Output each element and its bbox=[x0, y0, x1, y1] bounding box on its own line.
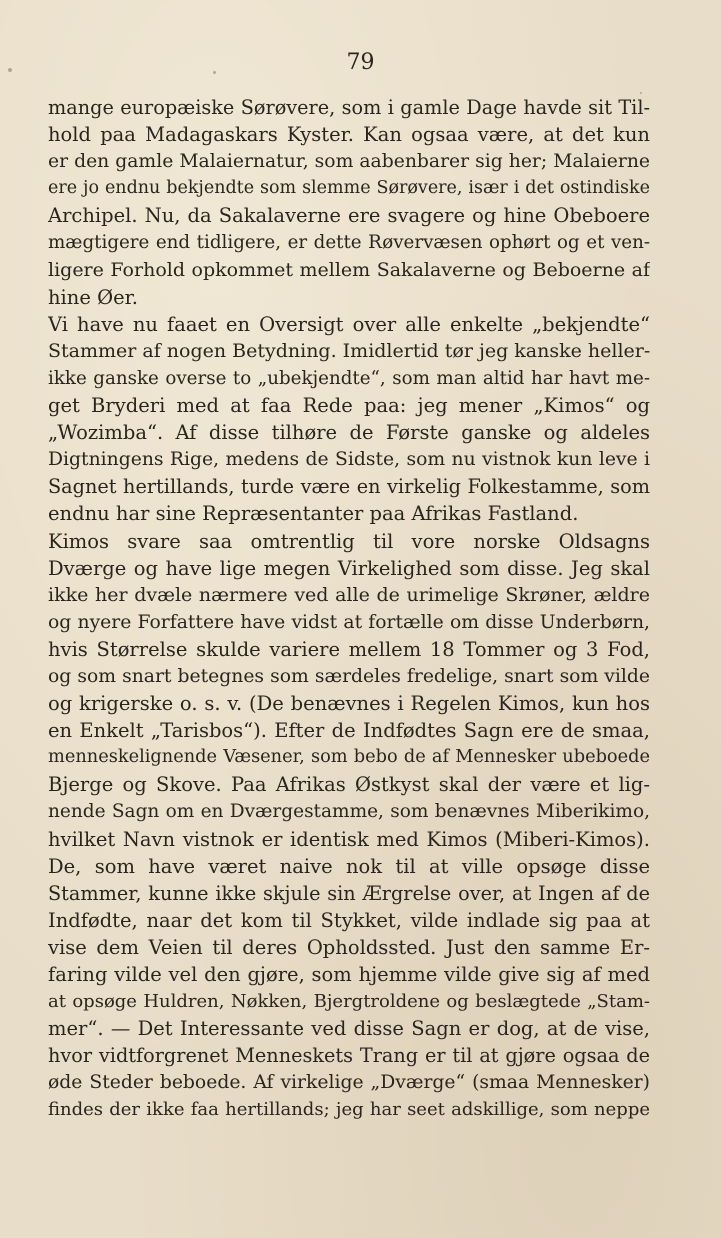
text-line: De, som have været naive nok til at ville opsøge disse bbox=[48, 854, 650, 878]
body-text bbox=[48, 94, 650, 1124]
text-line: en Enkelt „Tarisbos“). Efter de Indfødtes Sagn ere de smaa, bbox=[48, 719, 650, 743]
text-line: hvilket Navn vistnok er identisk med Kimos (Miberi-Kimos). bbox=[48, 827, 650, 851]
text-line: ligere Forhold opkommet mellem Sakalaverne og Beboerne af bbox=[48, 258, 650, 281]
text-line: og nyere Forfattere have vidst at fortælle om disse Underbørn, bbox=[48, 611, 650, 633]
text-line: mægtigere end tidligere, er dette Røvervæsen ophørt og et ven- bbox=[48, 232, 650, 254]
text-line: og krigerske o. s. v. (De benævnes i Regelen Kimos, kun hos bbox=[48, 692, 650, 716]
text-line: mer“. — Det Interessante ved disse Sagn er dog, at de vise, bbox=[48, 1017, 650, 1041]
text-line: hvis Størrelse skulde variere mellem 18 Tommer og 3 Fod, bbox=[48, 637, 650, 661]
text-line: Bjerge og Skove. Paa Afrikas Østkyst skal der være et lig- bbox=[48, 773, 650, 797]
text-line: og som snart betegnes som særdeles fredelige, snart som vilde bbox=[48, 665, 650, 687]
text-line: ikke her dvæle nærmere ved alle de urimelige Skrøner, ældre bbox=[48, 583, 650, 606]
text-line: ere jo endnu bekjendte som slemme Sørøvere, især i det ostindiske bbox=[48, 178, 650, 199]
text-line: nende Sagn om en Dværgestamme, som benævnes Miberikimo, bbox=[48, 801, 650, 823]
text-line: at opsøge Huldren, Nøkken, Bjergtroldene og beslægtede „Stam- bbox=[48, 991, 650, 1013]
text-line: hold paa Madagaskars Kyster. Kan ogsaa være, at det kun bbox=[48, 123, 650, 147]
text-line: er den gamle Malaiernatur, som aabenbarer sig her; Malaierne bbox=[48, 151, 650, 173]
page-number: 79 bbox=[346, 50, 375, 75]
text-line: Stammer af nogen Betydning. Imidlertid tør jeg kanske heller- bbox=[48, 339, 650, 362]
text-line: „Wozimba“. Af disse tilhøre de Første ganske og aldeles bbox=[48, 421, 650, 445]
text-line: mange europæiske Sørøvere, som i gamle Dage havde sit Til- bbox=[48, 96, 650, 119]
text-line: øde Steder beboede. Af virkelige „Dværge“ (smaa Mennesker) bbox=[48, 1072, 650, 1094]
text-line: Dværge og have lige megen Virkelighed som disse. Jeg skal bbox=[48, 556, 650, 580]
text-line: vise dem Veien til deres Opholdssted. Just den samme Er- bbox=[48, 935, 650, 959]
text-line: Vi have nu faaet en Oversigt over alle enkelte „bekjendte“ bbox=[48, 312, 650, 336]
text-line: Kimos svare saa omtrentlig til vore norske Oldsagns bbox=[48, 529, 650, 553]
text-line: menneskelignende Væsener, som bebo de af Mennesker ubeboede bbox=[48, 747, 650, 768]
text-line: hine Øer. bbox=[48, 285, 138, 309]
text-line: Digtningens Rige, medens de Sidste, som nu vistnok kun leve i bbox=[48, 449, 650, 471]
text-line: hvor vidtforgrenet Menneskets Trang er til at gjøre ogsaa de bbox=[48, 1044, 650, 1068]
text-line: ikke ganske overse to „ubekjendte“, som man altid har havt me- bbox=[48, 367, 650, 389]
text-line: Archipel. Nu, da Sakalaverne ere svagere og hine Obeboere bbox=[48, 204, 650, 228]
text-line: Indfødte, naar det kom til Stykket, vilde indlade sig paa at bbox=[48, 908, 650, 932]
text-line: Sagnet hertillands, turde være en virkelig Folkestamme, som bbox=[48, 475, 650, 499]
text-line: endnu har sine Repræsentanter paa Afrikas Fastland. bbox=[48, 502, 579, 526]
text-line: Stammer, kunne ikke skjule sin Ærgrelse over, at Ingen af de bbox=[48, 881, 650, 905]
text-line: faring vilde vel den gjøre, som hjemme vilde give sig af med bbox=[48, 963, 650, 986]
text-line: findes der ikke faa hertillands; jeg har seet adskillige, som neppe bbox=[48, 1099, 650, 1121]
text-line: get Bryderi med at faa Rede paa: jeg mener „Kimos“ og bbox=[48, 394, 650, 418]
